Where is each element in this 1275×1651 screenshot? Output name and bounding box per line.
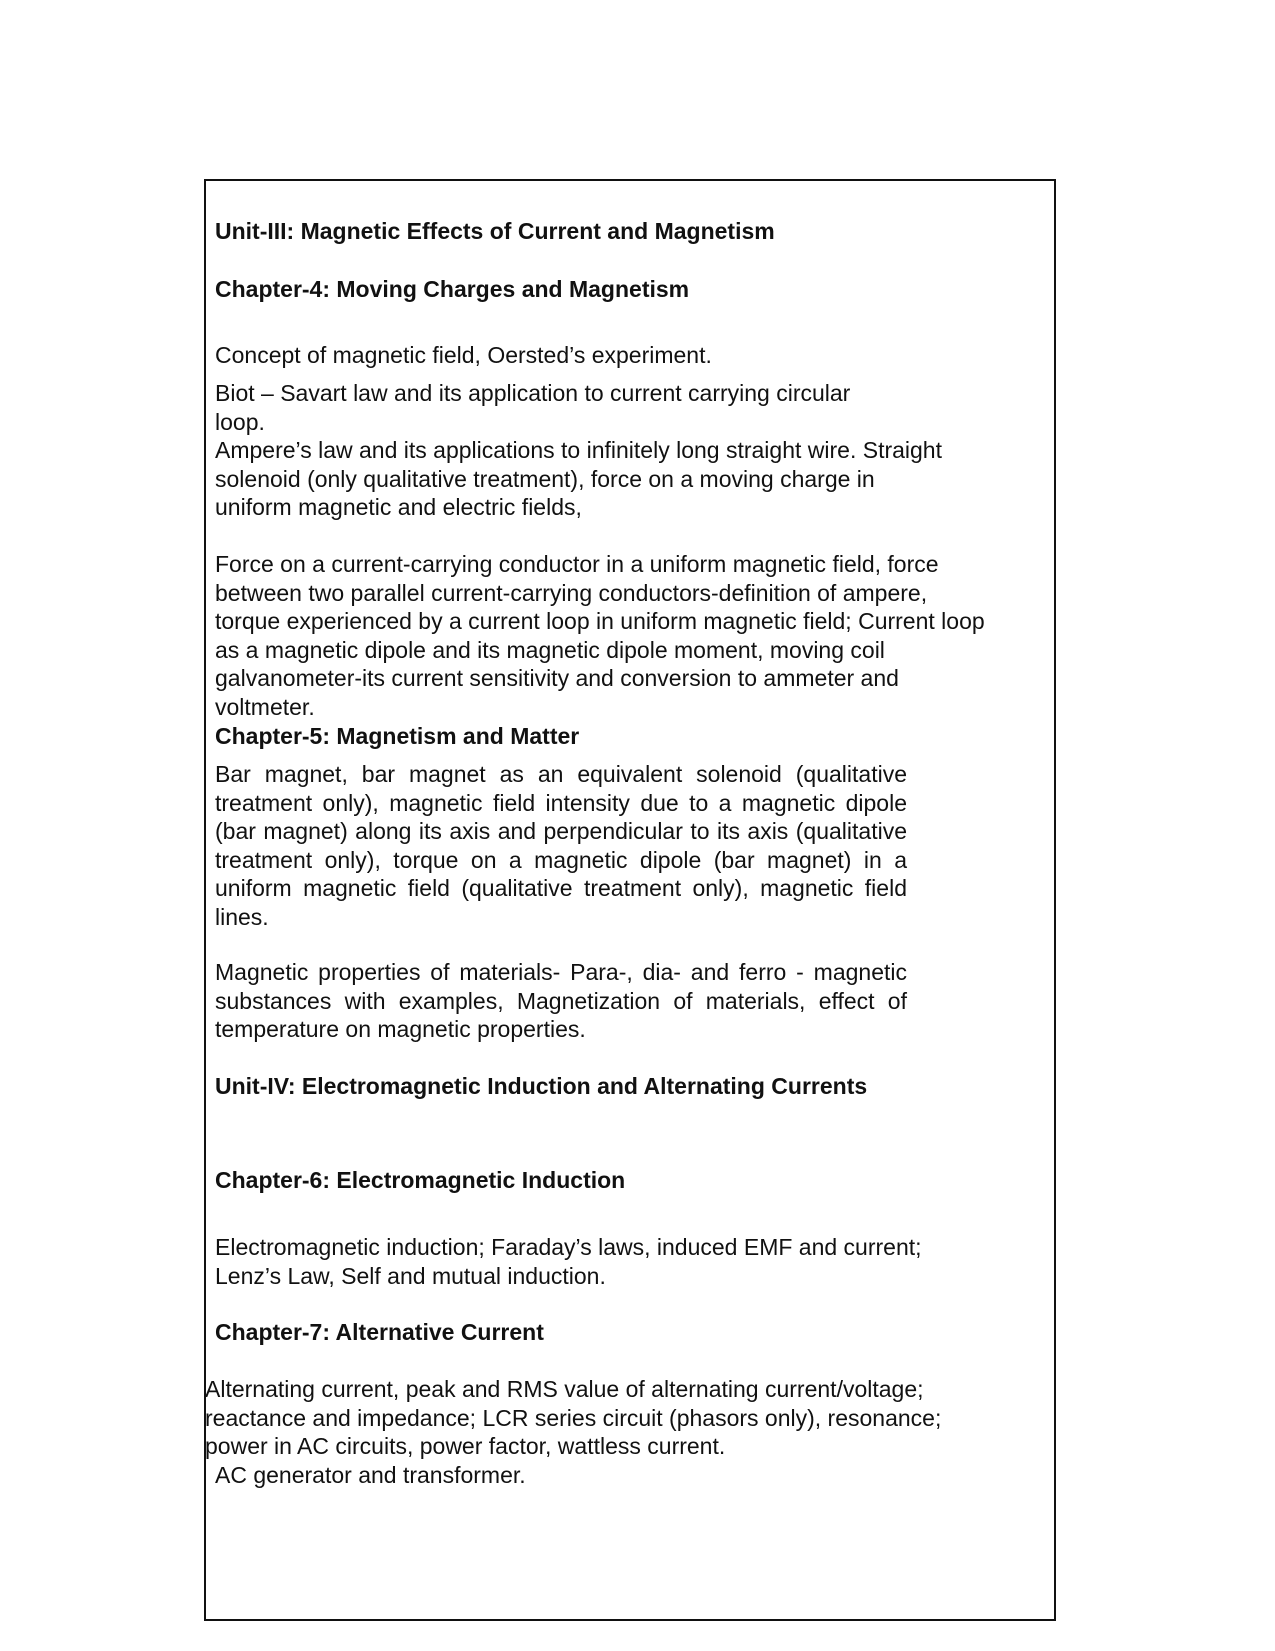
chapter-7-paragraph-2: AC generator and transformer. <box>215 1462 526 1488</box>
chapter-6-heading: Chapter-6: Electromagnetic Induction <box>215 1167 626 1193</box>
chapter-7-heading: Chapter-7: Alternative Current <box>215 1319 544 1345</box>
chapter-5-heading: Chapter-5: Magnetism and Matter <box>215 723 580 749</box>
chapter-4-paragraph-3: Force on a current-carrying conductor in a uniform magnetic field, force between two parallel current-carrying conductors-definition of ampere, torque experienced by a current loop in uniform magnetic field; Current loop as a magnetic dipole and its magnetic dipole moment, moving coil galvanometer-its current sensitivity and conversion to ammeter and voltmeter. <box>215 551 985 720</box>
chapter-4-paragraph-1: Concept of magnetic field, Oersted’s experiment. <box>215 342 712 368</box>
chapter-4-heading: Chapter-4: Moving Charges and Magnetism <box>215 276 690 302</box>
unit-3-heading: Unit-III: Magnetic Effects of Current and Magnetism <box>215 218 775 244</box>
unit-4-heading: Unit-IV: Electromagnetic Induction and Alternating Currents <box>215 1073 868 1099</box>
chapter-4-paragraph-2: Biot – Savart law and its application to current carrying circular loop. Ampere’s law and its applications to infinitely long straight wire. Straight solenoid (only qualitative treatment), force on a moving charge in uniform magnetic and electric fields, <box>215 380 942 520</box>
chapter-7-paragraph-1: Alternating current, peak and RMS value of alternating current/voltage; reactance and impedance; LCR series circuit (phasors only), resonance; power in AC circuits, power factor, wattless current. <box>205 1376 942 1459</box>
chapter-6-paragraph-1: Electromagnetic induction; Faraday’s laws, induced EMF and current; Lenz’s Law, Self and mutual induction. <box>215 1234 922 1289</box>
chapter-5-paragraph-1: Bar magnet, bar magnet as an equivalent solenoid (qualitative treatment only), magnetic field intensity due to a magnetic dipole (bar magnet) along its axis and perpendicular to its axis (qualitative treatment only), torque on a magnetic dipole (bar magnet) in a uniform magnetic field (qualitative treatment only), magnetic field lines. <box>215 761 907 930</box>
chapter-5-paragraph-2: Magnetic properties of materials- Para-, dia- and ferro - magnetic substances with examples, Magnetization of materials, effect of temperature on magnetic properties. <box>215 959 907 1042</box>
